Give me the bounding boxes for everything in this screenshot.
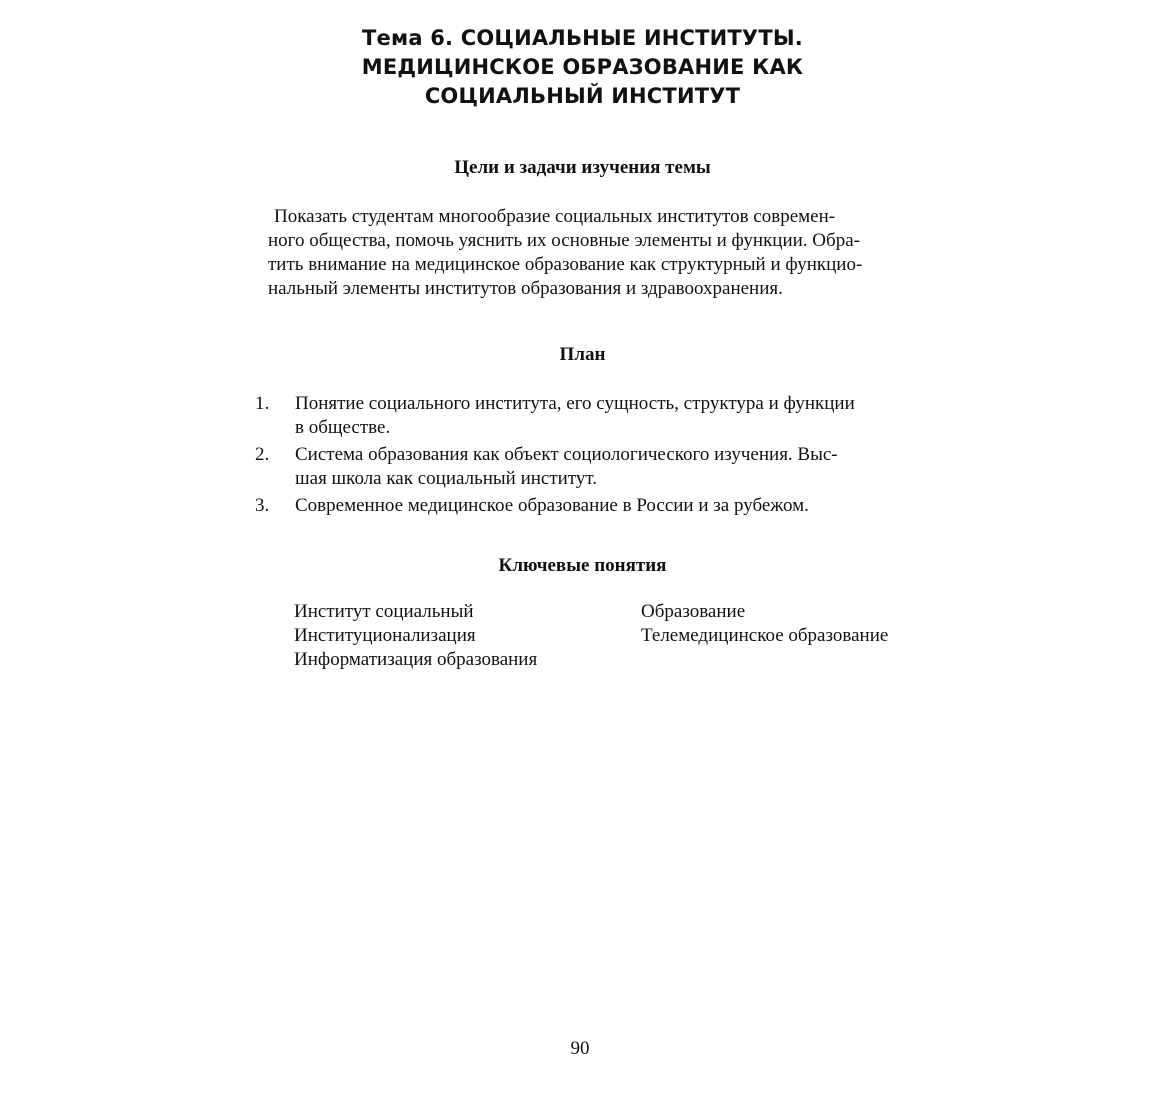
goals-line-3: тить внимание на медицинское образование как структурный и функцио- [268, 254, 863, 275]
chapter-title [290, 24, 875, 111]
page-number: 90 [570, 1038, 590, 1059]
plan-heading: План [559, 344, 606, 365]
plan-item-text: Система образования как объект социологического изучения. Выс- [295, 444, 838, 465]
key-concept-term: Институт социальный [294, 601, 474, 622]
key-concept-term: Институционализация [294, 625, 476, 646]
goals-heading: Цели и задачи изучения темы [454, 157, 711, 178]
key-concepts-heading: Ключевые понятия [498, 555, 667, 576]
plan-item-number: 1. [255, 393, 270, 414]
plan-item-number: 3. [255, 495, 270, 516]
plan-item-text: в обществе. [295, 417, 391, 438]
plan-item-number: 2. [255, 444, 270, 465]
key-concepts-left-column [294, 600, 624, 672]
key-concept-term: Образование [641, 601, 746, 622]
plan-item-text: Современное медицинское образование в России и за рубежом. [295, 495, 809, 516]
plan-item-2 [255, 443, 920, 491]
chapter-title-line-2: МЕДИЦИНСКОЕ ОБРАЗОВАНИЕ КАК [361, 55, 804, 79]
goals-line-1: Показать студентам многообразие социальных институтов современ- [274, 206, 836, 227]
plan-item-text: Понятие социального института, его сущность, структура и функции [295, 393, 855, 414]
goals-line-4: нальный элементы институтов образования и здравоохранения. [268, 278, 783, 299]
chapter-title-line-1: Тема 6. СОЦИАЛЬНЫЕ ИНСТИТУТЫ. [362, 26, 803, 50]
chapter-title-line-3: СОЦИАЛЬНЫЙ ИНСТИТУТ [424, 84, 741, 108]
goals-paragraph [268, 205, 918, 301]
key-concepts-right-column [641, 600, 941, 648]
plan-list [255, 392, 920, 521]
key-concept-term: Информатизация образования [294, 649, 538, 670]
plan-item-text: шая школа как социальный институт. [295, 468, 598, 489]
goals-line-2: ного общества, помочь уяснить их основные элементы и функции. Обра- [268, 230, 860, 251]
plan-item-1 [255, 392, 920, 440]
plan-item-3 [255, 494, 920, 518]
key-concept-term: Телемедицинское образование [641, 625, 889, 646]
